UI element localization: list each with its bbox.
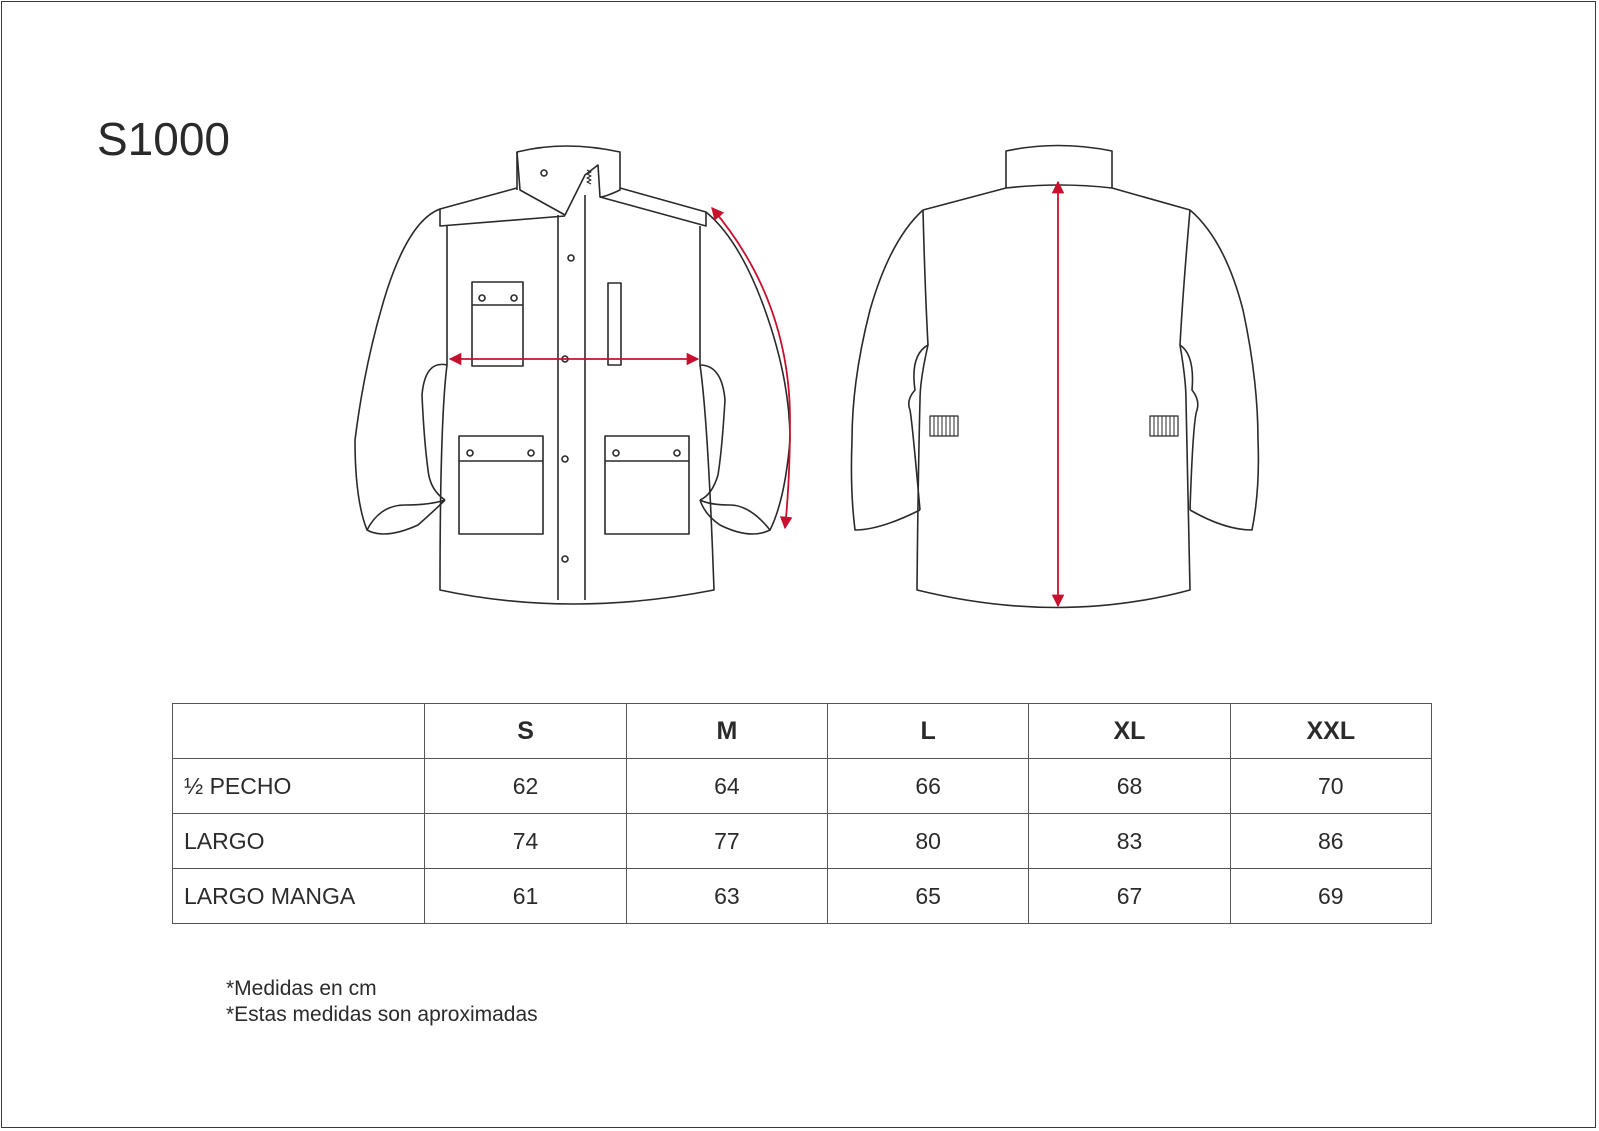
table-cell: 63 (626, 869, 827, 924)
table-row (173, 869, 1432, 924)
note-units: *Medidas en cm (226, 977, 377, 1000)
table-cell: 80 (828, 814, 1029, 869)
sleeve-measure-arrow (712, 208, 790, 528)
size-table (172, 703, 1432, 924)
table-cell: 67 (1029, 869, 1230, 924)
row-label: LARGO MANGA (173, 869, 425, 924)
row-label: ½ PECHO (173, 759, 425, 814)
table-cell: 74 (425, 814, 626, 869)
table-cell: 86 (1230, 814, 1431, 869)
table-cell: 77 (626, 814, 827, 869)
table-cell: 64 (626, 759, 827, 814)
measurement-notes (226, 976, 538, 1028)
table-cell: 83 (1029, 814, 1230, 869)
header-size-s: S (425, 704, 626, 759)
note-approximate: *Estas medidas son aproximadas (226, 1003, 538, 1026)
row-label: LARGO (173, 814, 425, 869)
table-cell: 65 (828, 869, 1029, 924)
table-cell: 62 (425, 759, 626, 814)
header-size-xxl: XXL (1230, 704, 1431, 759)
header-size-m: M (626, 704, 827, 759)
jacket-front-outline (355, 146, 790, 604)
model-code: S1000 (97, 113, 231, 165)
jacket-back-outline (851, 146, 1258, 608)
header-size-xl: XL (1029, 704, 1230, 759)
table-cell: 61 (425, 869, 626, 924)
table-row (173, 814, 1432, 869)
table-cell: 68 (1029, 759, 1230, 814)
table-cell: 70 (1230, 759, 1431, 814)
header-size-l: L (828, 704, 1029, 759)
table-header-row (173, 704, 1432, 759)
table-cell: 69 (1230, 869, 1431, 924)
table-cell: 66 (828, 759, 1029, 814)
table-row (173, 759, 1432, 814)
header-empty-cell (173, 704, 425, 759)
